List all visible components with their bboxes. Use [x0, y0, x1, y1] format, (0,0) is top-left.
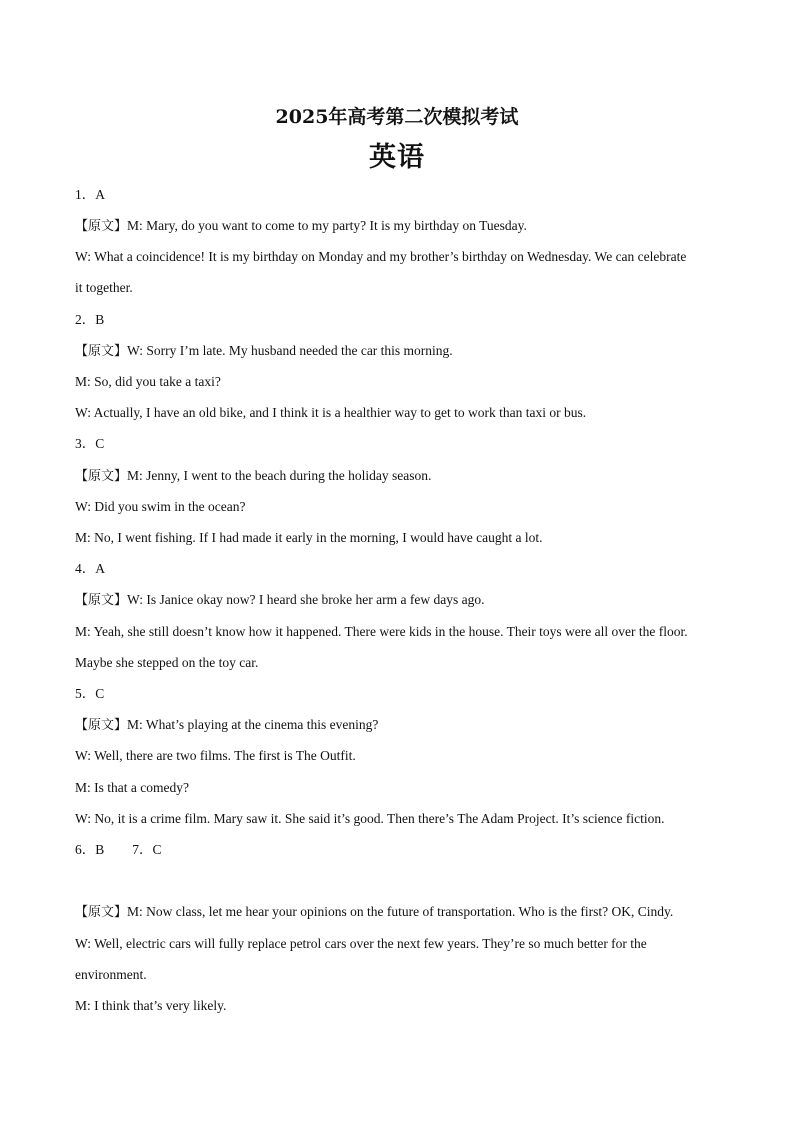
- transcript-text: M: Jenny, I went to the beach during the holiday season.: [127, 468, 432, 483]
- transcript-label: 【原文】: [75, 718, 128, 733]
- transcript-line: [75, 716, 378, 735]
- transcript-label: 【原文】: [75, 219, 128, 234]
- transcript-line: [75, 903, 673, 922]
- transcript-line: W: Did you swim in the ocean?: [75, 499, 246, 514]
- transcript-text: M: What’s playing at the cinema this evening?: [127, 717, 379, 732]
- transcript-line: M: No, I went fishing. If I had made it early in the morning, I would have caught a lot.: [75, 530, 543, 545]
- transcript-line: M: Yeah, she still doesn’t know how it happened. There were kids in the house. Their toys were all over the floor.: [75, 624, 688, 639]
- transcript-label: 【原文】: [75, 344, 128, 359]
- transcript-line: [75, 217, 527, 236]
- exam-title: 2025年高考第二次模拟考试: [275, 106, 519, 128]
- answer-5: 5．C: [75, 686, 105, 701]
- transcript-line: M: Is that a comedy?: [75, 780, 189, 795]
- answer-1: 1．A: [75, 187, 105, 202]
- transcript-text: M: Now class, let me hear your opinions on the future of transportation. Who is the first? OK, Cindy.: [127, 904, 674, 919]
- transcript-line: [75, 591, 485, 610]
- transcript-line: environment.: [75, 967, 147, 982]
- subject-title: 英语: [369, 142, 425, 173]
- transcript-label: 【原文】: [75, 469, 128, 484]
- transcript-label: 【原文】: [75, 593, 128, 608]
- transcript-text: W: Sorry I’m late. My husband needed the car this morning.: [127, 343, 453, 358]
- transcript-line: W: Well, there are two films. The first is The Outfit.: [75, 748, 356, 763]
- transcript-line: M: I think that’s very likely.: [75, 998, 227, 1013]
- answer-2: 2．B: [75, 312, 105, 327]
- transcript-line: W: What a coincidence! It is my birthday on Monday and my brother’s birthday on Wednesday. We can celebrate: [75, 249, 687, 264]
- transcript-text: W: Is Janice okay now? I heard she broke her arm a few days ago.: [127, 592, 485, 607]
- transcript-line: W: Actually, I have an old bike, and I think it is a healthier way to get to work than taxi or bus.: [75, 405, 587, 420]
- answer-4: 4．A: [75, 561, 105, 576]
- transcript-label: 【原文】: [75, 905, 128, 920]
- transcript-line: Maybe she stepped on the toy car.: [75, 655, 259, 670]
- transcript-line: it together.: [75, 280, 133, 295]
- transcript-text: M: Mary, do you want to come to my party? It is my birthday on Tuesday.: [127, 218, 527, 233]
- answers-6-7: [75, 841, 162, 859]
- answer-7: 7．C: [132, 842, 162, 857]
- answer-3: 3．C: [75, 436, 105, 451]
- transcript-line: [75, 342, 453, 361]
- transcript-line: W: Well, electric cars will fully replace petrol cars over the next few years. They’re so much better for the: [75, 936, 647, 951]
- transcript-line: W: No, it is a crime film. Mary saw it. She said it’s good. Then there’s The Adam Project. It’s science fiction.: [75, 811, 665, 826]
- answer-6: 6．B: [75, 842, 105, 857]
- transcript-line: [75, 467, 431, 486]
- transcript-line: M: So, did you take a taxi?: [75, 374, 221, 389]
